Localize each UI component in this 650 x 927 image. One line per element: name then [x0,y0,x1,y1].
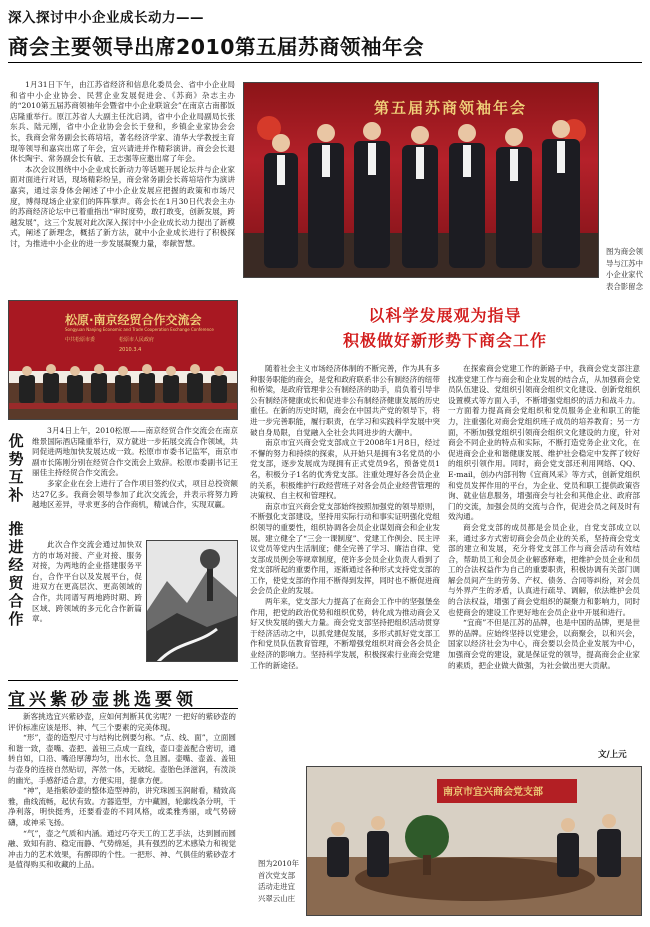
conference-host-1: 中共松原市委 [65,337,96,343]
article3-title-line1: 以科学发展观为指导 [368,306,522,325]
article3-paragraph: 南京市宜兴商会党支部成立于2008年1月8日，经过不懈的努力和持续的探索，从开始只是拥有3名党员的小党支部，逐步发展成为现拥有正式党员9名，预备党员1名，积极分子1名的优秀党支部。注重处理好各会员企业的关系，积极维护行政经营班子对各会员企业经营管理的决策权、自主权和管理权。 [250,438,440,501]
article4-paragraph: “气”，壶之气质和内涵。通过巧夺天工的工艺手法，达到圆而圆融、致知有韵、稳定而静、气势绵延，具有强烈的艺术感染力和视觉冲击力的艺术效果，有醉即的个性。一把形、神、气俱佳的紫砂壶才是值得购买和收藏的上品。 [8,828,236,870]
conference-stage-illustration [9,361,238,420]
article2-vertical-title-2: 推进经贸合作 [8,520,24,628]
article4-top-divider [8,680,238,681]
article1-photo-banner: 第五届苏商领袖年会 [374,99,528,117]
article2-photo [8,300,238,420]
article4-body [8,712,236,920]
article1-paragraph: 本次会议围绕中小企业成长新动力等话题开展论坛并与企业家面对面进行对话，现场精彩纷呈，商会常务副会长蒋培培作为演讲嘉宾，通过亲身体会阐述了中小企业发展应把握的政策和市场尺度，博得现场企业家们的阵阵掌声。蒋会长在1月30日代表会主办的苏商经济论坛中已着重指出“审时度势，敢打敢变，创新发展，跨越发展”，这三个发展对此次深入探讨中小企业成长动力提出了新模式，阐述了新理念，概括了新方法，就中小企业成长进行了积极探讨，为推进中小企业的进一步发展凝聚力量，奉献智慧。 [10,164,235,248]
conference-banner-title: 松原·南京经贸合作交流会 [65,313,202,327]
article1-photo [243,82,599,278]
article4-title: 宜兴紫砂壶挑选要领 [8,690,197,710]
article2-landscape-photo [146,540,238,662]
article3-photo [306,766,642,916]
page-headline: 商会主要领导出席2010第五届苏商领袖年会 [8,35,425,59]
article3-photo-banner: 南京市宜兴商会党支部 [443,787,543,798]
article3-paragraph: 商会党支部的成员都是会员企业，自党支部成立以来，通过多方式密切商会会员企业的关系，坚持商会党支部的建立和发展，充分将党支部工作与商会活动有效结合，帮助员工和会员企业解惑释难，把维护会员企业和员工的合法权益作为自己的重要职责，积极协调有关部门调解会员间产生的劳务、产权、债务、合同等纠纷，对会员与外界产生的矛盾，认真进行疏导、调解，依法维护会员的合法权益，增强了商会党组织的凝聚力和影响力，同时也使商会的建设工作更好地在会员企业中开展和进行。 [448,522,640,617]
article3-column-1 [250,364,440,754]
article3-byline: 文/上元 [598,750,627,760]
kicker: 深入探讨中小企业成长动力—— [8,10,204,26]
article4-paragraph: “神”，是指紫砂壶的整体造型神韵，讲究珠圆玉润耐看，精致高雅，曲线流畅，起伏有致。方器造型，方中藏圆，轮廓线条分明，干净利落，明快挺秀，还要看壶的不同风格，或柔雅秀丽，或气势磅礴，或神采飞扬。 [8,786,236,827]
article1-body [10,80,235,292]
conference-host-2: 松原市人民政府 [119,337,155,343]
article2-body-bottom [32,540,142,670]
article2-paragraph: 多家企业在会上进行了合作项目签约仪式，项目总投资额达27亿多。我商会领导参加了此次交流会，并表示将努力跨越地区差异，寻求更多的合作商机，精诚合作，实现双赢。 [32,478,238,510]
article4-paragraph: 新客挑选宜兴紫砂壶，应如何判断其优劣呢？一把好的紫砂壶的评价标准应该是形、神、气三个要素的完美体现。 [8,712,236,732]
article4-title-divider [8,708,238,709]
landscape-illustration [147,541,238,662]
article2-vertical-title-1: 优势互补 [8,432,24,504]
header-divider [8,62,642,63]
article3-paragraph: 南京市宜兴商会党支部始终按照加强党的领导原则，不断强化支部建设，坚持用实际行动和事实证明强化党组织领导的重要性，组织协调各会员企业谋划商会和企业发展。建立健全了“三会一课制度”、党建工作例会、民主评议党员等党内生活制度；健全完善了学习、廉洁自律、党支部成员例会等规章制度，使许多会员企业负责人看到了党支部所起的重要作用，逐渐通过各种形式支持党支部的工作，使党支部的作用不断得到发挥，同时也不断促进商会会员企业的发展。 [250,501,440,596]
article1-paragraph: 1月31日下午，由江苏省经济和信息化委员会、省中小企业局和省中小企业协会、民营企业发展促进会、《苏商》杂志主办的“2010第五届苏商领袖年会暨省中小企业联谊会”在南京古南都饭店隆重举行。原江苏省人大副主任沈启鸿，省中小企业局副局长张东兵、陆元刚，省中小企业协会会长于登和，乡镇企业家协会会长，我商会常务副会长蒋培培，著名经济学家、清华大学教授主育琨等领导和嘉宾出席了年会，宜兴请进并作精彩演讲。商会会长退休长陶宇、常务副会长有敏、王志强等应邀出席了年会。 [10,80,235,164]
article3-title-line2: 积极做好新形势下商会工作 [342,331,547,350]
conference-date: 2010.3.4 [119,347,142,353]
article3-paragraph: 在探索商会党建工作的新路子中，我商会党支部注意找准党建工作与商会和企业发展的结合点，从加强商会党员队伍建设、党组织引领商会组织文化建设、创新党组织设置模式等方面入手，不断增强党组织的活力和战斗力。一方面着力提高商会党组织和党员服务企业和职工的能力，注重强化对商会党组织班子成员的培养教育；另一方面，不断加强党组织引领商会组织文化建设的力度，针对商会不同企业的特点和实际，不断打造党务企业文化，在促进商会企业和谐健康发展、维护社会稳定中发挥了较好的组织引领作用。同时，商会党支部还利用网络、QQ、E-mail，创办内部刊物《宜商风采》等方式，创新党组织和党员发挥作用的平台，为企业、党员和职工提供政策咨询、就业信息服务，增强商会与社会和其他企业、政府部门的交流，加强会员的交流与合作，促进会员之间及时有效沟通。 [448,364,640,522]
article2-paragraph: 此次合作交流会通过加快双方的市场对接、产业对接、服务对接，为两地的企业搭建服务平台，合作平台以及发展平台，促进双方在更高层次、更高领域的合作，共同谱写两地跨时期、跨区域、跨领域的多元化合作新篇章。 [32,540,142,624]
article3-paragraph: 两年来，党支部大力提高了在商会工作中的坚强堡垒作用，把党的政治优势和组织优势，转化成为推动商会又好又快发展的强大力量。商会党支部坚持把组织活动贯穿于经济活动之中，以抓党建促发展，多形式抓好党支部工作和党员队伍教育管理，不断增强党组织对商会各会员企业经济的影响力。坚持科学发展，积极探索行业商会党建工作的新途径。 [250,597,440,670]
article2-body-top [32,426,238,534]
article3-paragraph: 随着社会主义市场经济体制的不断完善，作为具有多种服务职能的商会，是党和政府联系非公有制经济的纽带和桥梁，是政府管理非公有制经济的助手，肩负着引导非公有制经济健康成长和促进非公有制经济健康发展的历史重任。在新的历史时期，商会在中国共产党的领导下，将进一步完善职能，履行职责，在学习和实践科学发展中突破自身局限，自觉融入全社会共同进步的大潮中。 [250,364,440,437]
article3-column-2 [448,364,640,744]
article4-paragraph: “形”，壶的造型尺寸与结构比例要匀称。“点、线、面”，立面圆和谐一致，壶嘴、壶把、盖钮三点成一直线，壶口壶盖配合密切，通转自如，口沿、嘴沿厚薄均匀，出水长、急且圆。壶嘴、壶盖、盖钮与壶身的连接自然贴切，浑然一体，无破绽。壶胎色泽滋润，有泼淡的幽光，手感舒适合意，方便实用，提拿方便。 [8,733,236,785]
article3-photo-caption: 图为2010年首次党支部活动走进宜兴翠云山庄 [258,859,299,903]
article3-paragraph: “宜商”不但是江苏的品牌，也是中国的品牌，更是世界的品牌。应始终坚持以党建会，以商聚会，以和兴会，国家以经济社会为中心，商会要以会员企业发展为中心，加强商会党的建设，就是保证党的领导，提高商会企业家的素质，把企业做大做强，为社会做出更大贡献。 [448,618,640,670]
article1-photo-caption: 图为商会领导与江苏中小企业家代表合影留念 [606,247,643,291]
article2-paragraph: 3月4日上午，2010松原——南京经贸合作交流会在南京维景国际酒店隆重举行，双方就进一步拓展交流合作领域，共同促进两地加快发展达成一致。松原市市委书记监军，南京市副市长陈刚分别在经贸合作交流会上致辞。松原市委副书记王丽佳主持经贸合作交流会。 [32,426,238,478]
conference-banner-subtitle: Songyuan Nanjing Economic and Trade Cooperation Exchange Conference [65,327,214,332]
